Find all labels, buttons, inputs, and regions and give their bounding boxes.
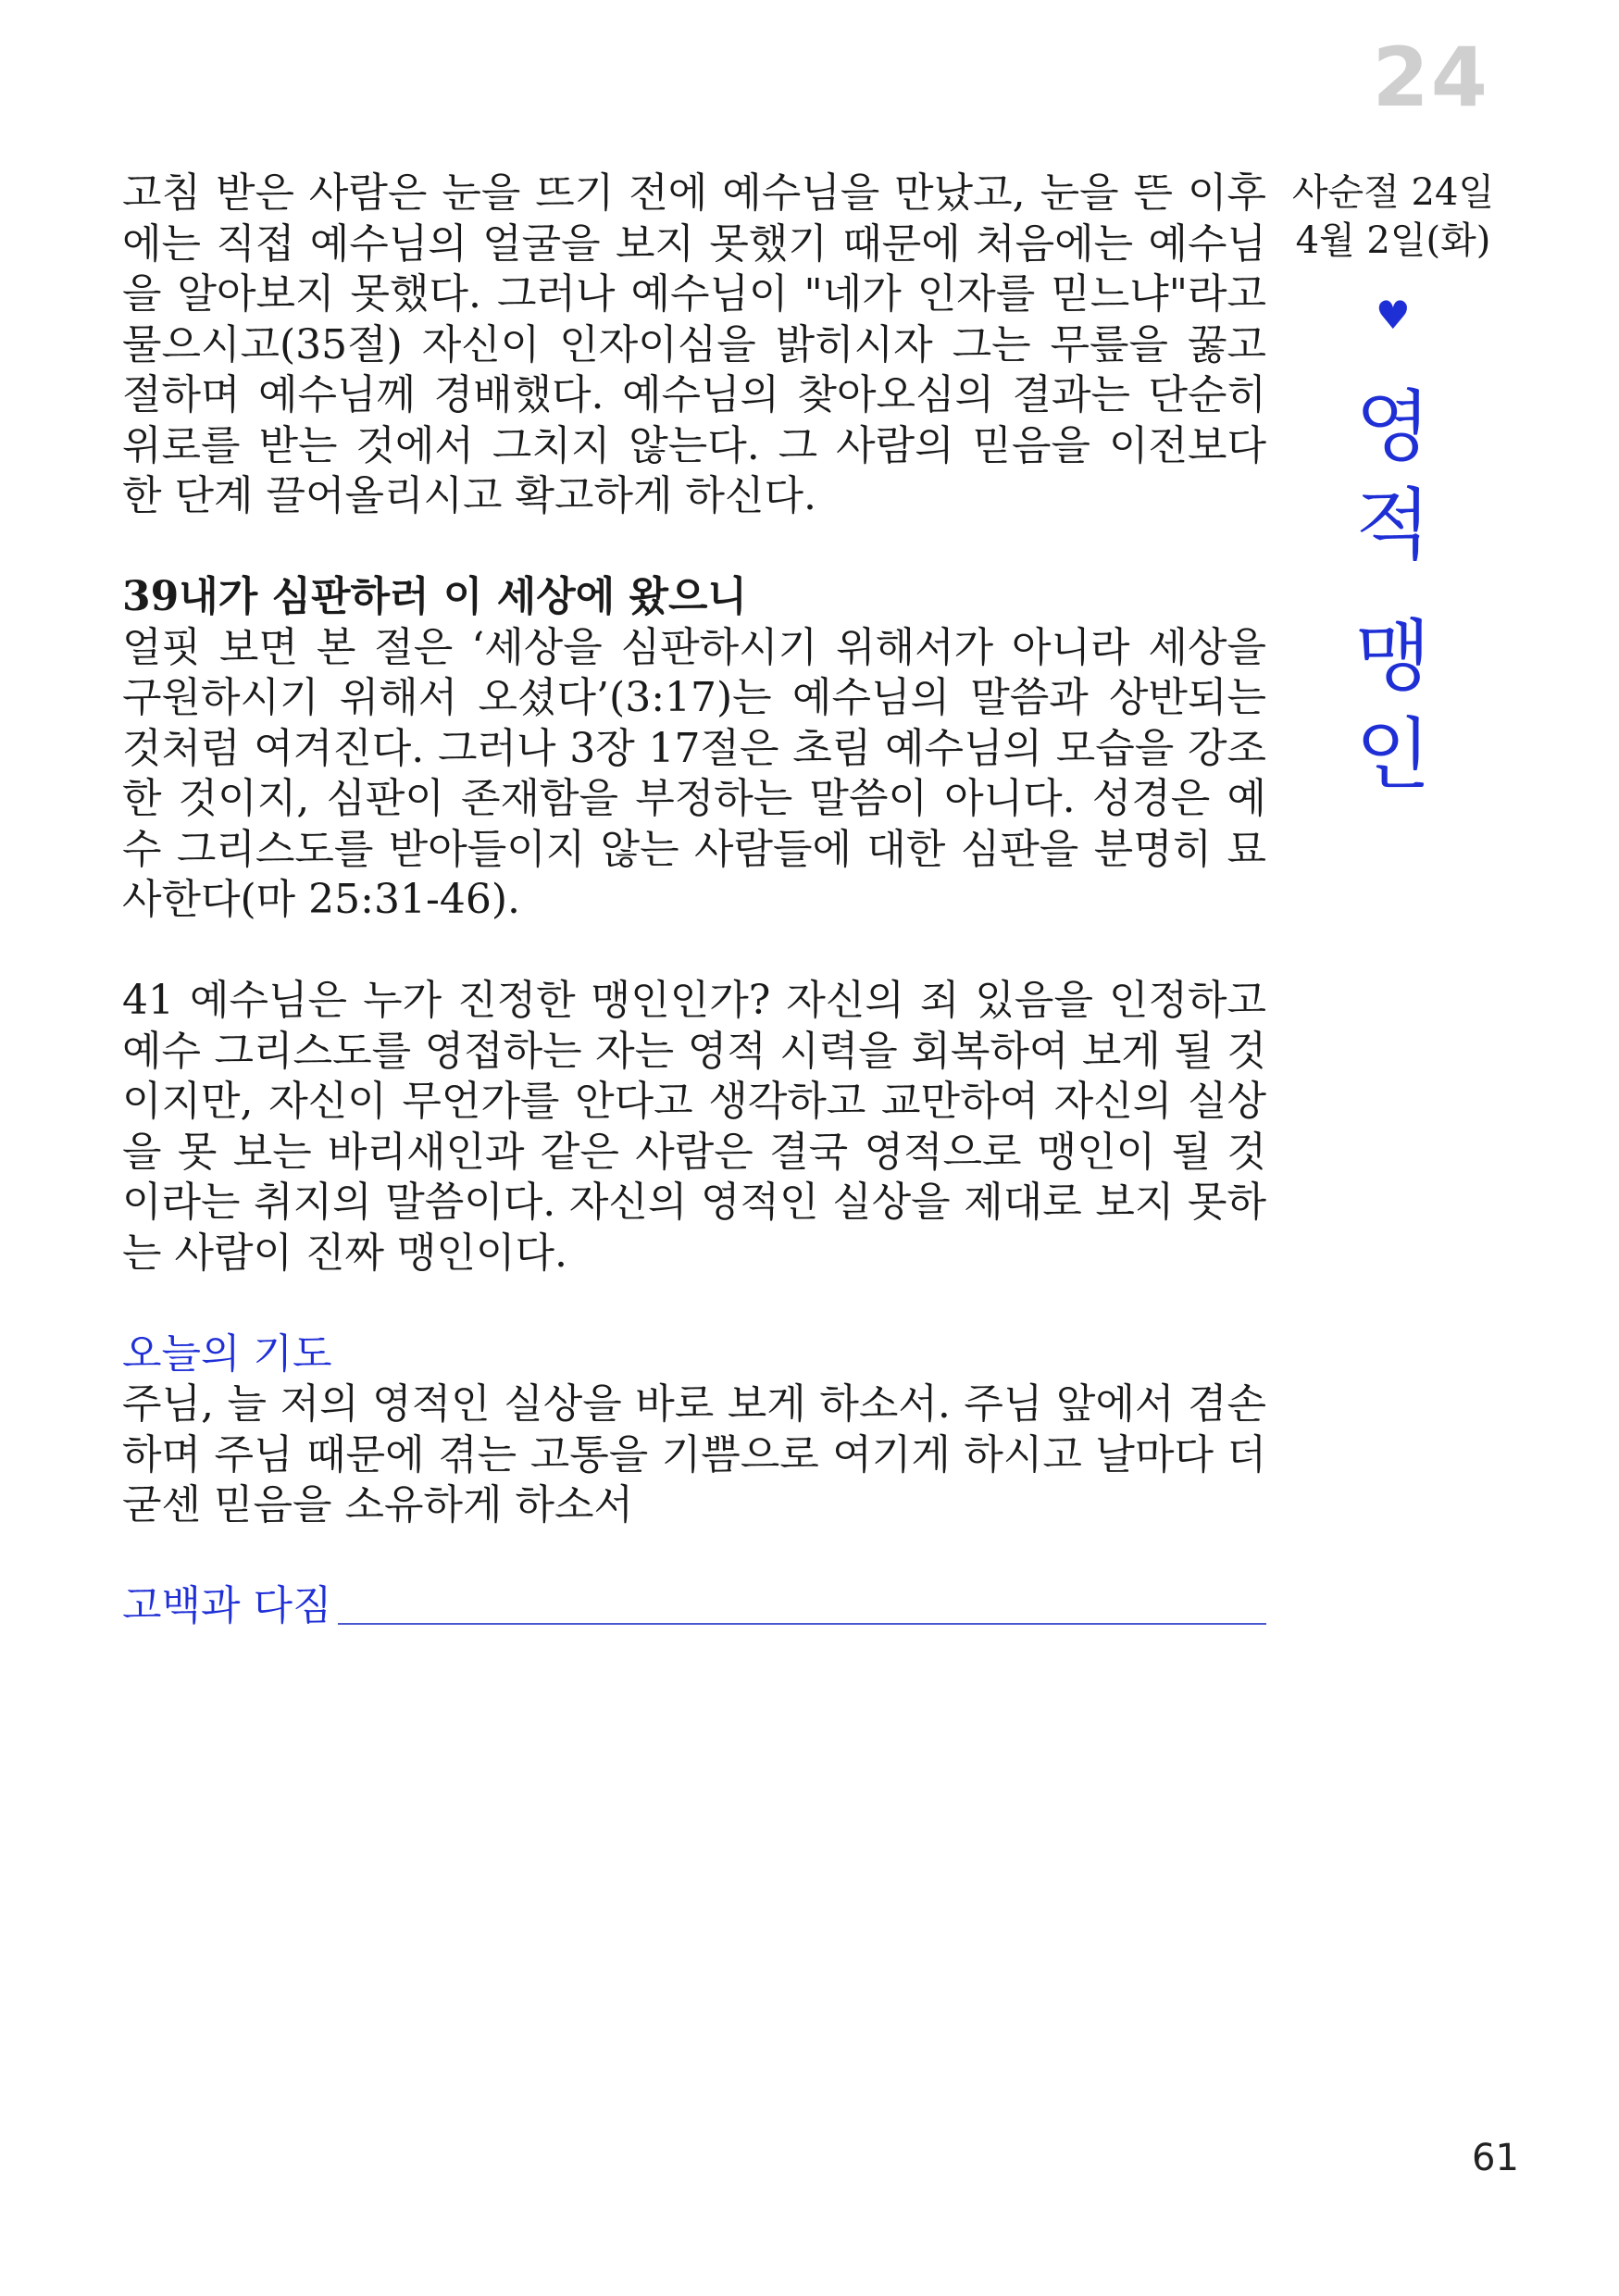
day-number: 24 [1372,30,1489,125]
vertical-title [1287,378,1500,804]
pledge-writing-line [338,1623,1266,1625]
spacer [122,1279,1266,1329]
spacer [122,522,1266,573]
title-char: 인 [1355,709,1431,800]
prayer-text: 주님, 늘 저의 영적인 실상을 바로 보게 하소서. 주님 앞에서 겸손하며 주님 때문에 겪는 고통을 기쁨으로 여기게 하시고 날마다 더 굳센 믿음을 소유하게 하소서 [122,1380,1266,1529]
commentary-paragraph-3: 41 예수님은 누가 진정한 맹인인가? 자신의 죄 있음을 인정하고 예수 그리스도를 영접하는 자는 영적 시력을 회복하여 보게 될 것이지만, 자신이 무언가를 안다고 생각하고 교만하여 자신의 실상을 못 보는 바리새인과 같은 사람은 결국 영적으로 맹인이 될 것이라는 취지의 말씀이다. 자신의 영적인 실상을 제대로 보지 못하는 사람이 진짜 맹인이다. [122,977,1266,1277]
calendar-date: 4월 2일(화) [1295,219,1491,262]
page-number: 61 [1472,2137,1519,2179]
heart-icon: ♥ [1376,293,1411,338]
spacer [122,926,1266,977]
prayer-heading: 오늘의 기도 [122,1329,332,1378]
title-char: 영 [1355,381,1431,472]
lent-day: 사순절 24일 [1291,171,1495,214]
pledge-row [122,1581,1266,1632]
pledge-label: 고백과 다짐 [122,1582,332,1629]
title-char: 맹 [1355,611,1431,702]
title-gap [1287,574,1500,607]
title-char: 적 [1355,480,1431,570]
side-panel [1287,168,1500,804]
spacer [122,1531,1266,1582]
main-text [122,168,1266,1632]
verse-39-heading: 39내가 심판하러 이 세상에 왔으니 [122,573,748,620]
commentary-paragraph-2: 얼핏 보면 본 절은 ‘세상을 심판하시기 위해서가 아니라 세상을 구원하시기 위해서 오셨다’(3:17)는 예수님의 말씀과 상반되는 것처럼 여겨진다. 그러나 3장 17절은 초림 예수님의 모습을 강조한 것이지, 심판이 존재함을 부정하는 말씀이 아니다. 성경은 예수 그리스도를 받아들이지 않는 사람들에 대한 심판을 분명히 묘사한다(마 25:31-46). [122,623,1266,923]
commentary-paragraph-1: 고침 받은 사람은 눈을 뜨기 전에 예수님을 만났고, 눈을 뜬 이후에는 직접 예수님의 얼굴을 보지 못했기 때문에 처음에는 예수님을 알아보지 못했다. 그러나 예수님이 "네가 인자를 믿느냐"라고 물으시고(35절) 자신이 인자이심을 밝히시자 그는 무릎을 꿇고 절하며 예수님께 경배했다. 예수님의 찾아오심의 결과는 단순히 위로를 받는 것에서 그치지 않는다. 그 사람의 믿음을 이전보다 한 단계 끌어올리시고 확고하게 하신다. [122,169,1266,519]
